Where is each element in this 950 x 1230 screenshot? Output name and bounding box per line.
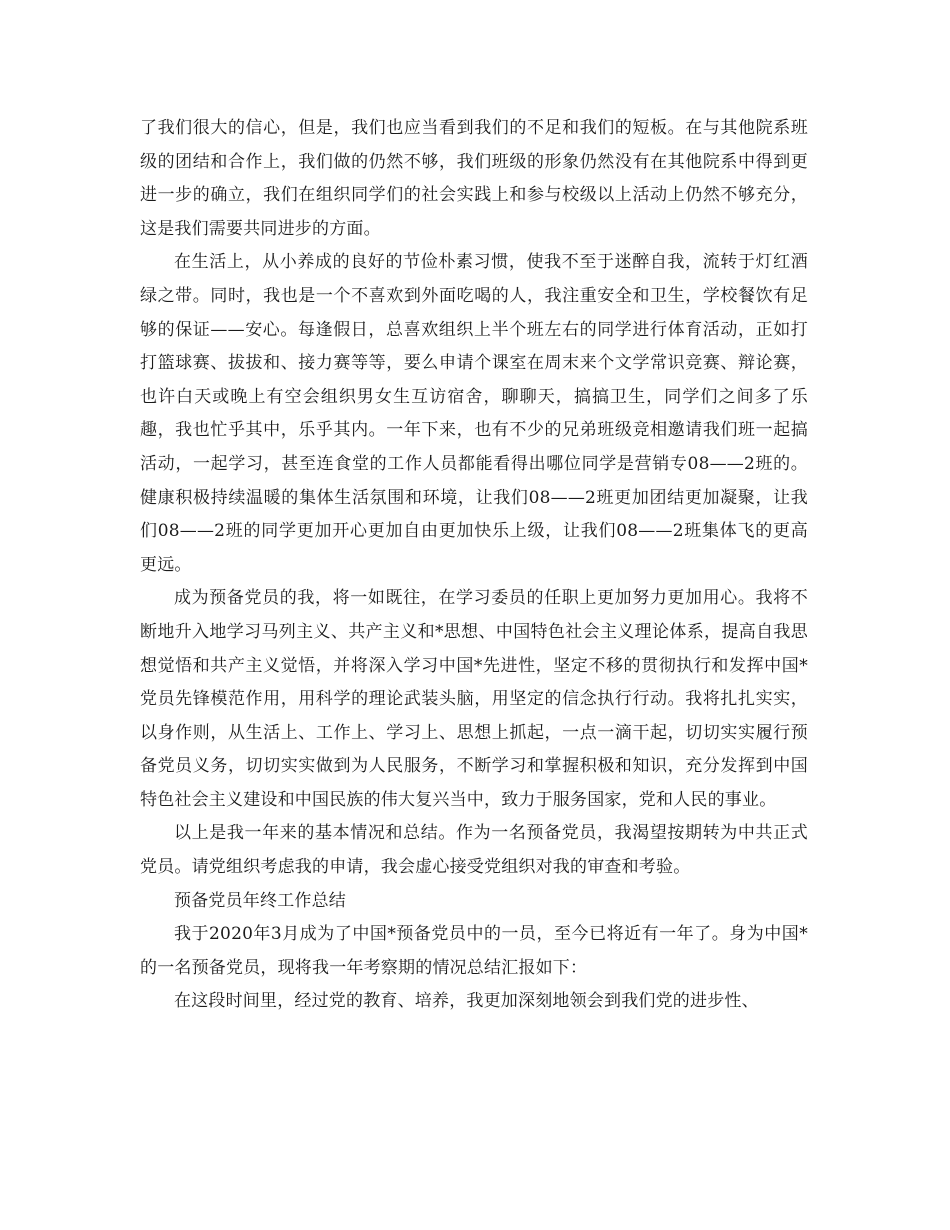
document-body	[140, 112, 808, 1019]
paragraph-continuation: 了我们很大的信心，但是，我们也应当看到我们的不足和我们的短板。在与其他院系班级的团结和合作上，我们做的仍然不够，我们班级的形象仍然没有在其他院系中得到更进一步的确立，我们在组织同学们的社会实践上和参与校级以上活动上仍然不够充分，这是我们需要共同进步的方面。	[140, 118, 808, 239]
paragraph-intro: 我于2020年3月成为了中国*预备党员中的一员，至今已将近有一年了。身为中国*的一名预备党员，现将我一年考察期的情况总结汇报如下：	[140, 924, 808, 978]
paragraph-period: 在这段时间里，经过党的教育、培养，我更加深刻地领会到我们党的进步性、	[174, 991, 759, 1012]
section-heading: 预备党员年终工作总结	[174, 890, 346, 911]
paragraph-conclusion: 以上是我一年来的基本情况和总结。作为一名预备党员，我渴望按期转为中共正式党员。请党组织考虑我的申请，我会虚心接受党组织对我的审查和考验。	[140, 823, 808, 878]
paragraph-commitment: 成为预备党员的我，将一如既往，在学习委员的任职上更加努力更加用心。我将不断地升入地学习马列主义、共产主义和*思想、中国特色社会主义理论体系，提高自我思想觉悟和共产主义觉悟，并将深入学习中国*先进性，坚定不移的贯彻执行和发挥中国*党员先锋模范作用，用科学的理论武装头脑，用坚定的信念执行行动。我将扎扎实实，以身作则，从生活上、工作上、学习上、思想上抓起，一点一滴干起，切切实实履行预备党员义务，切切实实做到为人民服务，不断学习和掌握积极和知识，充分发挥到中国特色社会主义建设和中国民族的伟大复兴当中，致力于服务国家，党和人民的事业。	[140, 588, 808, 810]
paragraph-life: 在生活上，从小养成的良好的节俭朴素习惯，使我不至于迷醉自我，流转于灯红酒绿之带。同时，我也是一个不喜欢到外面吃喝的人，我注重安全和卫生，学校餐饮有足够的保证——安心。每逢假日，总喜欢组织上半个班左右的同学进行体育活动，正如打打篮球赛、拔拔和、接力赛等等，要么申请个课室在周末来个文学常识竞赛、辩论赛，也许白天或晚上有空会组织男女生互访宿舍，聊聊天，搞搞卫生，同学们之间多了乐趣，我也忙乎其中，乐乎其内。一年下来，也有不少的兄弟班级竞相邀请我们班一起搞活动，一起学习，甚至连食堂的工作人员都能看得出哪位同学是营销专08——2班的。健康积极持续温暖的集体生活氛围和环境，让我们08——2班更加团结更加凝聚，让我们08——2班的同学更加开心更加自由更加快乐上级，让我们08——2班集体飞的更高更远。	[140, 252, 808, 575]
